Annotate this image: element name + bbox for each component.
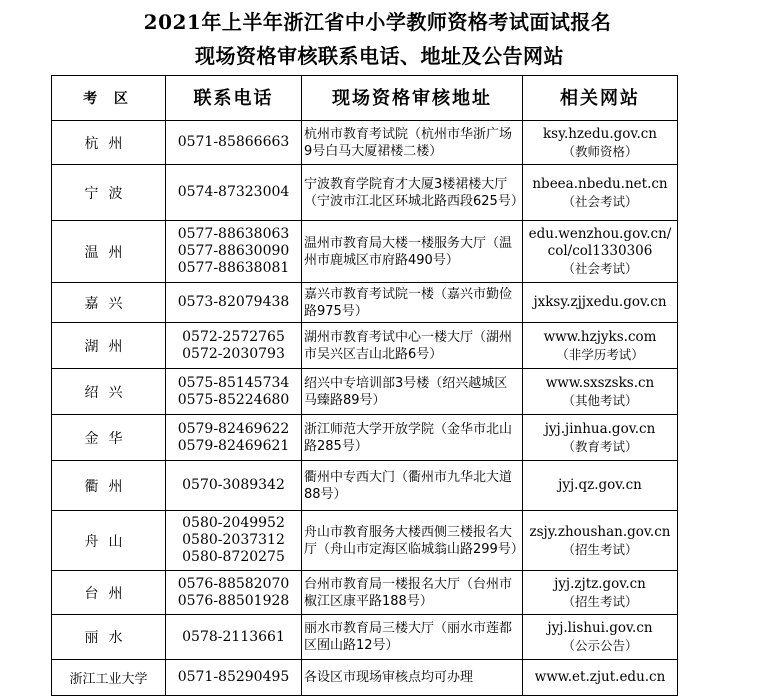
website-cell [523, 615, 678, 660]
phone-cell [166, 369, 302, 415]
contact-table [51, 75, 678, 696]
region-cell: 浙江工业大学 [52, 660, 166, 696]
table-row [52, 283, 678, 323]
address-cell: 湖州市教育考试中心一楼大厅（湖州市吴兴区吉山北路6号） [302, 323, 523, 369]
phone-number: 0573-82079438 [177, 294, 290, 310]
header-phone: 联系电话 [166, 76, 302, 121]
website-note: （社会考试） [562, 193, 638, 209]
phone-number: 0580-8720275 [182, 549, 285, 565]
phone-number: 0577-88638081 [177, 260, 290, 276]
website-cell [523, 369, 678, 415]
website-url: ksy.hzedu.gov.cn [543, 125, 657, 142]
table-row [52, 369, 678, 415]
address-cell: 浙江师范大学开放学院（金华市北山路285号） [302, 415, 523, 461]
table-header-row [52, 76, 678, 121]
phone-cell [166, 121, 302, 165]
phone-cell [166, 615, 302, 660]
phone-cell [166, 221, 302, 283]
phone-number: 0577-88630090 [177, 243, 290, 259]
region-cell: 宁波 [52, 165, 166, 221]
website-note: （非学历考试） [556, 346, 644, 362]
phone-cell [166, 415, 302, 461]
website-url: jyj.lishui.gov.cn [547, 620, 653, 636]
phone-number: 0576-88501928 [177, 592, 290, 609]
address-cell: 台州市教育局一楼报名大厅（台州市椒江区康平路188号） [302, 571, 523, 615]
address-cell: 各设区市现场审核点均可办理 [302, 660, 523, 696]
header-website: 相关网站 [523, 76, 678, 121]
website-url: edu.wenzhou.gov.cn/col/col1330306 [528, 226, 672, 259]
phone-cell [166, 283, 302, 323]
phone-cell [166, 660, 302, 696]
phone-cell [166, 461, 302, 511]
website-note: （社会考试） [562, 261, 638, 276]
website-note: （教师资格） [562, 143, 638, 159]
region-cell: 台州 [52, 571, 166, 615]
website-cell [523, 323, 678, 369]
region-cell: 绍兴 [52, 369, 166, 415]
table-row [52, 121, 678, 165]
phone-number: 0578-2113661 [182, 628, 285, 645]
phone-number: 0570-3089342 [182, 477, 285, 493]
table-row [52, 415, 678, 461]
website-url: jxksy.zjjxedu.gov.cn [533, 294, 667, 310]
website-url: www.hzjyks.com [543, 328, 657, 345]
website-note: （其他考试） [562, 392, 638, 408]
phone-number: 0571-85290495 [177, 669, 290, 685]
website-cell [523, 571, 678, 615]
region-cell: 衢州 [52, 461, 166, 511]
website-url: zsjy.zhoushan.gov.cn [529, 523, 671, 540]
address-cell: 宁波教育学院育才大厦3楼裙楼大厅（宁波市江北区环城北路西段625号） [302, 165, 523, 221]
phone-number: 0579-82469622 [177, 420, 290, 437]
address-cell: 丽水市教育局三楼大厅（丽水市莲都区囿山路12号） [302, 615, 523, 660]
phone-number: 0580-2037312 [182, 532, 285, 548]
website-note: （教育考试） [562, 438, 638, 454]
region-cell: 温州 [52, 221, 166, 283]
table-row [52, 221, 678, 283]
table-row [52, 165, 678, 221]
title-line-1: 2021年上半年浙江省中小学教师资格考试面试报名 [143, 10, 612, 34]
phone-cell [166, 323, 302, 369]
region-cell: 嘉兴 [52, 283, 166, 323]
region-cell: 湖州 [52, 323, 166, 369]
phone-number: 0571-85866663 [177, 134, 290, 150]
region-cell: 丽水 [52, 615, 166, 660]
region-cell: 金华 [52, 415, 166, 461]
website-note: （招生考试） [562, 593, 638, 609]
website-cell [523, 660, 678, 696]
phone-number: 0576-88582070 [177, 575, 290, 592]
phone-number: 0572-2030793 [182, 345, 285, 362]
website-cell [523, 415, 678, 461]
header-address: 现场资格审核地址 [302, 76, 523, 121]
phone-number: 0580-2049952 [182, 515, 285, 531]
phone-number: 0572-2572765 [182, 328, 285, 345]
phone-cell [166, 165, 302, 221]
website-note: （公示公告） [562, 638, 638, 653]
website-url: jyj.jinhua.gov.cn [544, 420, 656, 437]
website-cell [523, 283, 678, 323]
website-cell [523, 461, 678, 511]
website-url: www.sxszsks.cn [545, 374, 655, 391]
website-cell [523, 221, 678, 283]
website-cell [523, 511, 678, 571]
website-cell [523, 121, 678, 165]
table-row [52, 511, 678, 571]
region-cell: 杭州 [52, 121, 166, 165]
website-url: nbeea.nbedu.net.cn [532, 175, 668, 192]
website-url: jyj.qz.gov.cn [558, 477, 642, 493]
phone-number: 0575-85224680 [177, 391, 290, 408]
website-url: www.et.zjut.edu.cn [534, 669, 666, 685]
phone-number: 0579-82469621 [177, 437, 290, 454]
address-cell: 衢州中专西大门（衢州市九华北大道88号） [302, 461, 523, 511]
phone-cell [166, 511, 302, 571]
table-row [52, 323, 678, 369]
address-cell: 杭州市教育考试院（杭州市华浙广场9号白马大厦裙楼二楼） [302, 121, 523, 165]
title-line-2: 现场资格审核联系电话、地址及公告网站 [195, 44, 564, 68]
phone-number: 0575-85145734 [177, 374, 290, 391]
phone-cell [166, 571, 302, 615]
table-row [52, 461, 678, 511]
website-note: （招生考试） [562, 541, 638, 557]
website-cell [523, 165, 678, 221]
header-region: 考 区 [52, 76, 166, 121]
table-row [52, 660, 678, 696]
address-cell: 绍兴中专培训部3号楼（绍兴越城区马臻路89号） [302, 369, 523, 415]
website-url: jyj.zjtz.gov.cn [554, 575, 646, 592]
table-row [52, 571, 678, 615]
region-cell: 舟山 [52, 511, 166, 571]
phone-number: 0574-87323004 [177, 184, 290, 200]
address-cell: 舟山市教育服务大楼西侧三楼报名大厅（舟山市定海区临城翁山路299号） [302, 511, 523, 571]
phone-number: 0577-88638063 [177, 226, 290, 242]
table-row [52, 615, 678, 660]
address-cell: 温州市教育局大楼一楼服务大厅（温州市鹿城区市府路490号） [302, 221, 523, 283]
address-cell: 嘉兴市教育考试院一楼（嘉兴市勤俭路975号） [302, 283, 523, 323]
